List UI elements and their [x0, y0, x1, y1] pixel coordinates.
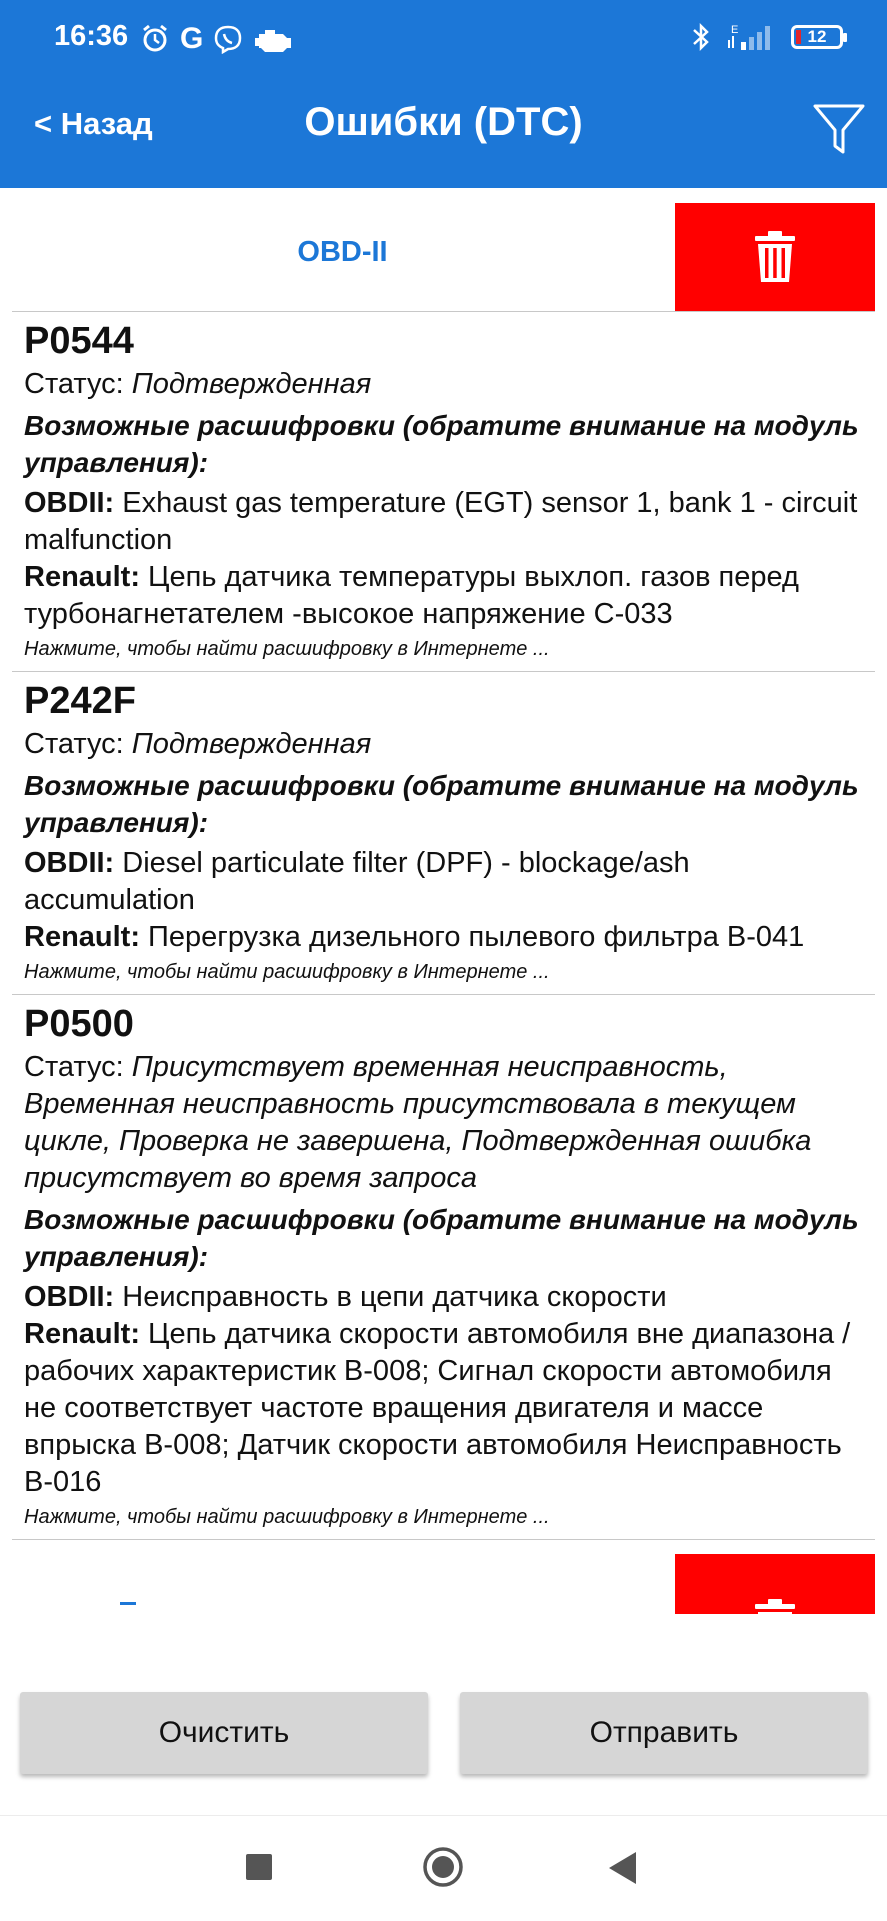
status-label: Статус: [24, 728, 132, 760]
delete-dtc-button[interactable] [675, 203, 875, 311]
dtc-list [0, 312, 887, 1614]
status-value: Присутствует временная неисправность, Временная неисправность присутствовала в текущем цикле, Проверка не завершена, Подтвержденная ошибка присутствует во время запроса [24, 1051, 812, 1194]
alarm-icon [140, 24, 170, 54]
notification-icons [140, 22, 295, 56]
delete-dtc-button[interactable] [675, 1554, 875, 1614]
battery-icon [791, 25, 843, 49]
dtc-content[interactable] [0, 188, 887, 1650]
decoding-title: Возможные расшифровки (обратите внимание на модуль управления): [24, 410, 859, 478]
system-icons [691, 22, 843, 52]
status-bar [0, 0, 887, 80]
description-renault [24, 919, 863, 956]
home-icon[interactable] [422, 1846, 464, 1888]
send-button[interactable]: Отправить [460, 1692, 868, 1774]
dtc-code: P0544 [24, 320, 134, 362]
dtc-item[interactable] [12, 312, 875, 672]
description-text: Цепь датчика температуры выхлоп. газов перед турбонагнетателем -высокое напряжение С-033 [24, 561, 799, 630]
svg-text:E: E [731, 24, 739, 36]
system-nav-bar [0, 1815, 887, 1921]
status-value: Подтвержденная [131, 728, 372, 760]
next-ecu-header [0, 1554, 887, 1614]
description-label: OBDII: [24, 487, 115, 519]
description-label: OBDII: [24, 847, 115, 879]
search-online-link[interactable]: Нажмите, чтобы найти расшифровку в Интернете ... [24, 961, 550, 983]
search-online-link[interactable]: Нажмите, чтобы найти расшифровку в Интернете ... [24, 1506, 550, 1528]
description-text: Diesel particulate filter (DPF) - blockage/ash accumulation [24, 847, 690, 916]
app-bar [0, 80, 887, 188]
status-value: Подтвержденная [131, 368, 372, 400]
viber-icon [213, 24, 243, 54]
description-obdii [24, 845, 863, 919]
dtc-code: P0500 [24, 1003, 134, 1045]
bottom-action-bar [0, 1650, 887, 1815]
engine-icon [253, 24, 295, 54]
status-label: Статус: [24, 368, 132, 400]
clear-button[interactable]: Очистить [20, 1692, 428, 1774]
description-label: Renault: [24, 921, 140, 953]
description-label: Renault: [24, 1318, 140, 1350]
status-time: 16:36 [54, 20, 129, 52]
signal-icon [727, 22, 775, 52]
dtc-item[interactable] [12, 995, 875, 1540]
description-text: Неисправность в цепи датчика скорости [114, 1281, 667, 1313]
description-text: Перегрузка дизельного пылевого фильтра В-041 [140, 921, 805, 953]
description-label: Renault: [24, 561, 140, 593]
decoding-title: Возможные расшифровки (обратите внимание на модуль управления): [24, 770, 859, 838]
bluetooth-icon [691, 22, 711, 52]
google-icon: G [180, 22, 204, 55]
filter-icon[interactable] [811, 98, 867, 158]
description-renault [24, 1316, 863, 1501]
back-button[interactable]: < Назад [34, 106, 153, 141]
dtc-status [24, 366, 863, 403]
ecu-name-partial [120, 1602, 136, 1605]
trash-icon [753, 1584, 797, 1614]
search-online-link[interactable]: Нажмите, чтобы найти расшифровку в Интернете ... [24, 638, 550, 660]
description-text: Цепь датчика скорости автомобиля вне диапазона / рабочих характеристик В-008; Сигнал скорости автомобиля не соответствует частоте вращения двигателя и массе впрыска В-008; Датчик скорости автомобиля Неисправность В-016 [24, 1318, 851, 1498]
battery-level: 12 [807, 27, 827, 46]
description-obdii [24, 1279, 863, 1316]
status-label: Статус: [24, 1051, 132, 1083]
dtc-status [24, 1049, 863, 1197]
recent-apps-icon[interactable] [246, 1854, 272, 1880]
dtc-status [24, 726, 863, 763]
ecu-name: OBD-II [297, 236, 388, 268]
ecu-header [0, 188, 887, 312]
page-title: Ошибки (DTC) [304, 100, 583, 144]
decoding-title: Возможные расшифровки (обратите внимание на модуль управления): [24, 1204, 859, 1272]
description-renault [24, 559, 863, 633]
dtc-code: P242F [24, 680, 136, 722]
back-triangle-icon[interactable] [606, 1850, 640, 1886]
description-label: OBDII: [24, 1281, 115, 1313]
trash-icon [753, 230, 797, 284]
description-text: Exhaust gas temperature (EGT) sensor 1, bank 1 - circuit malfunction [24, 487, 858, 556]
dtc-item[interactable] [12, 672, 875, 995]
description-obdii [24, 485, 863, 559]
